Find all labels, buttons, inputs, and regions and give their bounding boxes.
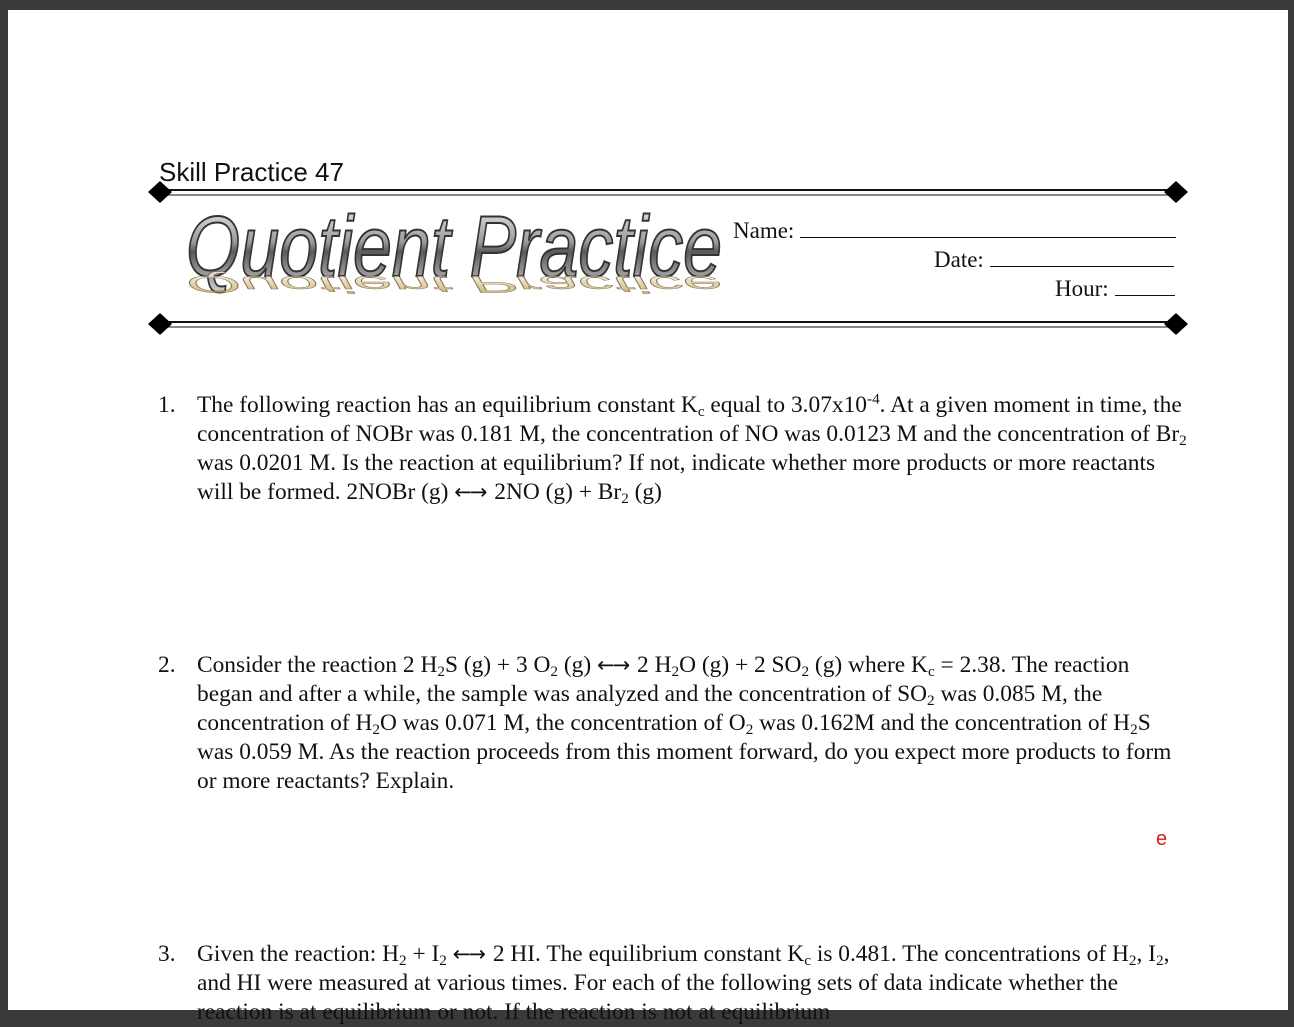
question-1 (158, 391, 1188, 507)
question-number: 2. (158, 652, 176, 678)
date-line[interactable] (990, 266, 1174, 267)
question-number: 3. (158, 941, 176, 967)
question-number: 1. (158, 392, 176, 418)
question-3 (158, 940, 1188, 1027)
date-field[interactable] (934, 247, 1174, 273)
skill-practice-title: Skill Practice 47 (159, 157, 344, 187)
quotient-practice-logo (180, 206, 732, 306)
name-line[interactable] (800, 237, 1176, 238)
date-label: Date: (934, 247, 984, 272)
header-top-rule (148, 181, 1188, 203)
question-text: The following reaction has an equilibrium constant $K_c$ equal to $3.07x10^{-4}$. At a given moment in time, the concentration of NOBr was 0.181 M, the concentration of NO was 0.0123 M and the concentration of $Br_2$ was 0.0201 M. Is the reaction at equilibrium? If not, indicate whether more products or more reactants will be formed. 2NOBr (g) ←→ 2NO $(g) + Br_2$ (g) (197, 390, 1187, 507)
question-text: Given the reaction: $H_2 + I_2$ ←→ 2 HI. The equilibrium constant $K_c$ is 0.481. The concentrations of $H_2$, $I_2$, and HI were measured at various times. For each of the following sets of data indicate whether the reaction is at equilibrium or not. If the reaction is not at equilibrium (197, 941, 1170, 1025)
hour-label: Hour: (1055, 276, 1109, 301)
question-2 (158, 651, 1188, 796)
header-bottom-rule (148, 313, 1188, 335)
svg-text:Quotient Practice: Quotient Practice (186, 206, 722, 295)
edge-annotation-mark: e (1156, 828, 1168, 850)
svg-text:Quotient Practice: Quotient Practice (186, 270, 722, 298)
hour-line[interactable] (1115, 295, 1175, 296)
question-text: Consider the reaction 2 $H_2S$ (g) + 3 $O_2$ (g) ←→ 2 $H_2O$ (g) + 2 $SO_2$ (g) where $K_c = 2.38$. The reaction began and after a while, the sample was analyzed and the concentration of $SO_2$ was 0.085 M, the concentration of $H_2O$ was 0.071 M, the concentration of $O_2$ was 0.162M and the concentration of $H_2S$ was 0.059 M. As the reaction proceeds from this moment forward, do you expect more products to form or more reactants? Explain. (197, 652, 1172, 794)
name-label: Name: (733, 218, 795, 243)
name-field[interactable] (733, 218, 1176, 244)
hour-field[interactable] (1055, 276, 1175, 302)
worksheet-page (8, 10, 1288, 1025)
